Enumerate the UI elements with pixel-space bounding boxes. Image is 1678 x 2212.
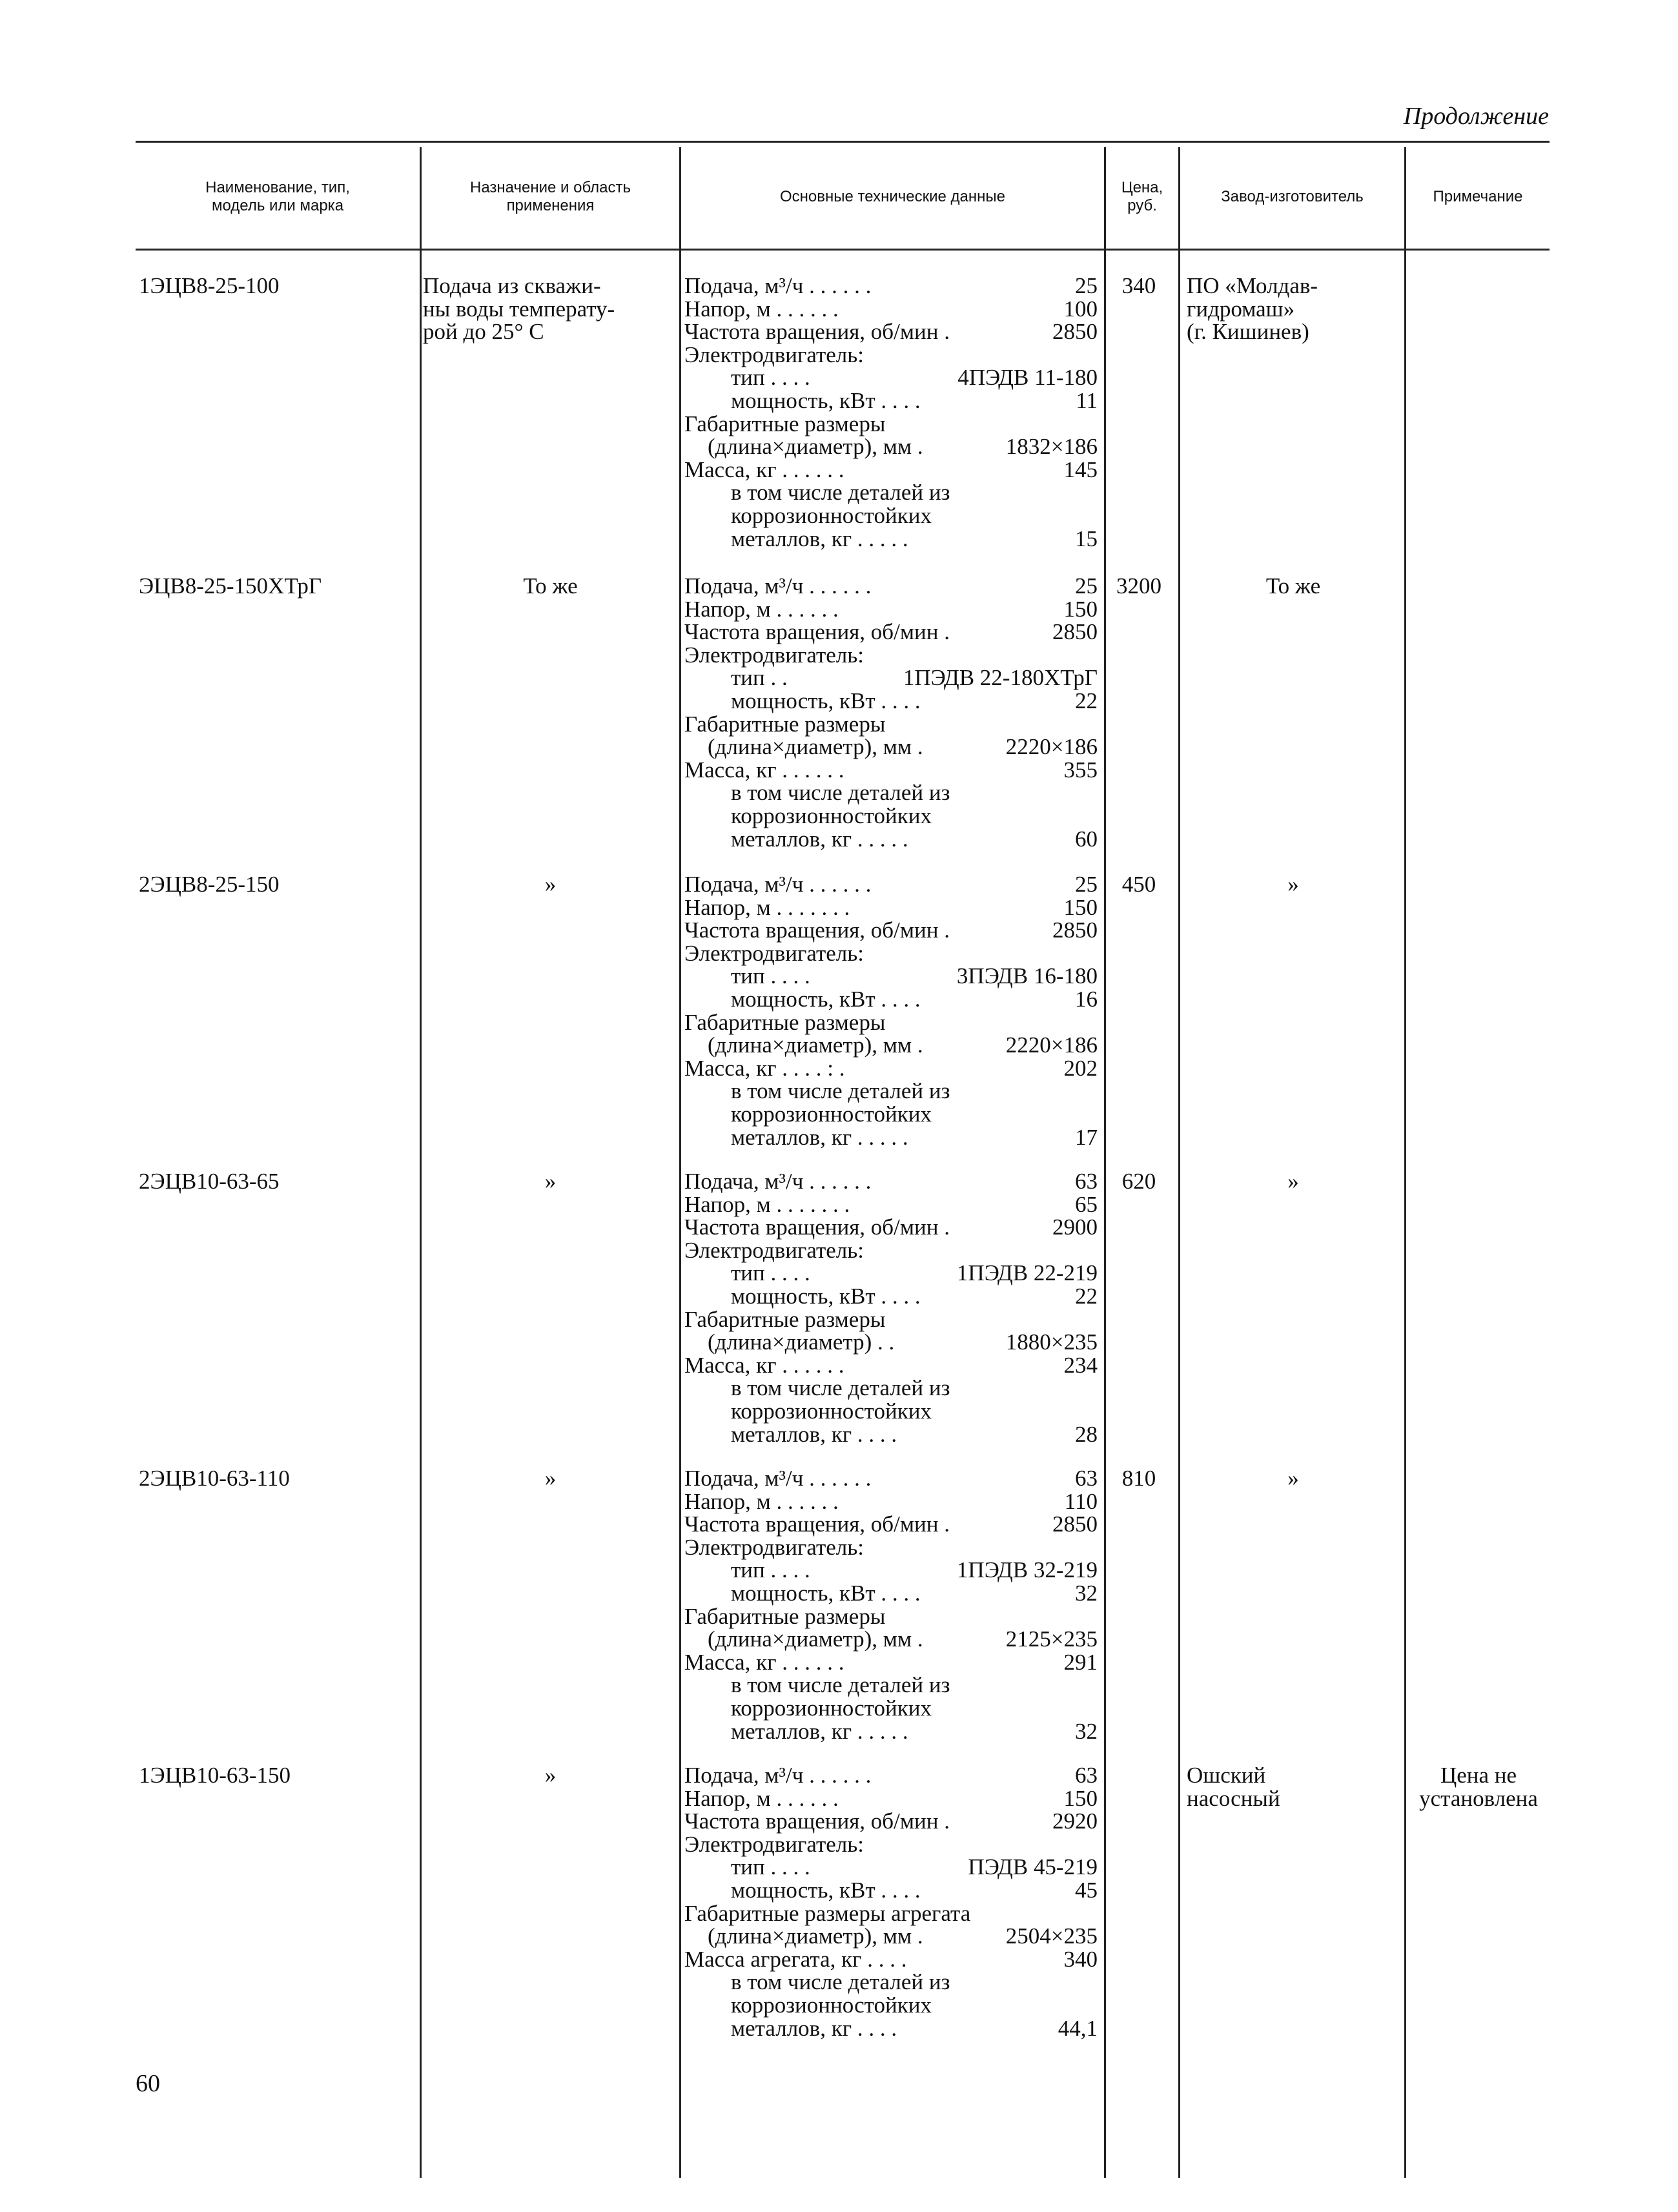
purpose-text: » <box>544 1466 557 1491</box>
manufacturer: Ошский насосный <box>1187 1763 1280 1811</box>
spec-label: металлов, кг . . . . <box>731 1421 897 1447</box>
manufacturer: То же <box>1265 573 1321 599</box>
spec-line <box>684 1856 1098 1879</box>
table-row <box>0 1764 1678 2061</box>
spec-line <box>684 1833 1098 1856</box>
spec-value: 2850 <box>1052 619 1098 645</box>
spec-label: Частота вращения, об/мин . <box>684 917 950 943</box>
spec-line <box>684 1331 1098 1354</box>
purpose-text: » <box>544 1763 557 1788</box>
manufacturer: » <box>1287 872 1299 897</box>
spec-list <box>684 575 1098 850</box>
spec-label: в том числе деталей из <box>731 1672 950 1698</box>
spec-line <box>684 988 1098 1011</box>
spec-line <box>684 1605 1098 1628</box>
spec-line <box>684 1697 1098 1720</box>
spec-line <box>684 713 1098 736</box>
spec-value: 28 <box>1075 1421 1098 1447</box>
spec-line <box>684 1971 1098 1994</box>
spec-label: Частота вращения, об/мин . <box>684 1214 950 1240</box>
header-specs: Основные технические данные <box>780 188 1005 205</box>
spec-value: 145 <box>1063 456 1098 482</box>
spec-value: 25 <box>1075 573 1098 599</box>
spec-label: (длина×диаметр) . . <box>708 1329 895 1355</box>
spec-value: 4ПЭДВ 11-180 <box>957 365 1098 391</box>
spec-label: Электродвигатель: <box>684 1831 864 1857</box>
spec-line <box>684 735 1098 759</box>
spec-label: Масса, кг . . . . . . <box>684 757 844 783</box>
spec-line <box>684 1948 1098 1971</box>
spec-value: 150 <box>1063 596 1098 622</box>
spec-value: 1ПЭДВ 22-180ХТрГ <box>903 665 1098 691</box>
spec-label: металлов, кг . . . . . <box>731 826 908 852</box>
spec-value: 2125×235 <box>1005 1626 1098 1652</box>
purpose-text: » <box>544 872 557 897</box>
spec-value: 100 <box>1063 296 1098 322</box>
spec-label: коррозионностойких <box>731 1695 932 1721</box>
spec-label: Электродвигатель: <box>684 642 864 668</box>
spec-label: Габаритные размеры <box>684 1306 886 1332</box>
spec-label: тип . . . . <box>731 1854 810 1880</box>
spec-line <box>684 1170 1098 1193</box>
spec-line <box>684 274 1098 298</box>
spec-value: 11 <box>1076 387 1098 413</box>
spec-label: Подача, м³/ч . . . . . . <box>684 1763 872 1788</box>
spec-line <box>684 1720 1098 1743</box>
spec-line <box>684 1994 1098 2017</box>
header-purpose: Назначение и область применения <box>470 179 631 214</box>
spec-list <box>684 1764 1098 2040</box>
spec-label: мощность, кВт . . . . <box>731 1283 921 1309</box>
spec-label: Напор, м . . . . . . <box>684 1488 839 1514</box>
spec-line <box>684 504 1098 527</box>
spec-line <box>684 1057 1098 1080</box>
spec-label: коррозионностойких <box>731 1101 932 1127</box>
spec-line <box>684 366 1098 389</box>
spec-label: Габаритные размеры <box>684 711 886 737</box>
table-row <box>0 274 1678 571</box>
spec-line <box>684 1536 1098 1559</box>
spec-label: (длина×диаметр), мм . <box>708 1032 923 1058</box>
spec-value: 1ПЭДВ 22-219 <box>956 1260 1098 1286</box>
continuation-label: Продолжение <box>1403 103 1549 130</box>
spec-value: ПЭДВ 45-219 <box>968 1854 1098 1880</box>
spec-line <box>684 1467 1098 1490</box>
spec-line <box>684 481 1098 504</box>
spec-label: металлов, кг . . . . <box>731 2015 897 2041</box>
spec-label: в том числе деталей из <box>731 1969 950 1995</box>
spec-label: металлов, кг . . . . . <box>731 1718 908 1744</box>
model-name: 2ЭЦВ10-63-110 <box>139 1466 290 1491</box>
spec-value: 1ПЭДВ 32-219 <box>956 1557 1098 1583</box>
model-name: ЭЦВ8-25-150ХТрГ <box>139 573 322 599</box>
spec-line <box>684 804 1098 828</box>
price-value: 340 <box>1121 273 1156 298</box>
spec-value: 45 <box>1075 1877 1098 1903</box>
spec-line <box>684 1034 1098 1057</box>
spec-line <box>684 575 1098 598</box>
spec-line <box>684 598 1098 621</box>
spec-list <box>684 1467 1098 1743</box>
spec-label: мощность, кВт . . . . <box>731 1580 921 1606</box>
spec-line <box>684 435 1098 458</box>
spec-line <box>684 1810 1098 1833</box>
spec-line <box>684 896 1098 919</box>
table-row <box>0 1170 1678 1467</box>
spec-value: 2850 <box>1052 319 1098 345</box>
spec-line <box>684 1423 1098 1446</box>
spec-value: 63 <box>1075 1763 1098 1788</box>
spec-line <box>684 1674 1098 1697</box>
spec-label: Масса, кг . . . . . . <box>684 456 844 482</box>
spec-line <box>684 2017 1098 2040</box>
spec-line <box>684 320 1098 343</box>
manufacturer: » <box>1287 1169 1299 1194</box>
spec-label: Напор, м . . . . . . . <box>684 1191 850 1217</box>
spec-value: 25 <box>1075 872 1098 897</box>
spec-line <box>684 1879 1098 1902</box>
spec-value: 150 <box>1063 1785 1098 1811</box>
purpose-text: Подача из скважи- ны воды температу- рой до 25° С <box>423 273 615 345</box>
spec-list <box>684 274 1098 550</box>
spec-line <box>684 1582 1098 1605</box>
spec-line <box>684 1308 1098 1331</box>
spec-label: Электродвигатель: <box>684 940 864 966</box>
price-value: 3200 <box>1116 573 1161 599</box>
spec-line <box>684 1628 1098 1651</box>
spec-line <box>684 1651 1098 1674</box>
spec-label: в том числе деталей из <box>731 1078 950 1104</box>
purpose-text: То же <box>523 573 578 599</box>
spec-label: коррозионностойких <box>731 1398 932 1424</box>
spec-value: 2920 <box>1052 1808 1098 1834</box>
spec-label: Частота вращения, об/мин . <box>684 1511 950 1537</box>
spec-value: 32 <box>1075 1718 1098 1744</box>
header-price: Цена, руб. <box>1121 179 1163 214</box>
spec-label: Частота вращения, об/мин . <box>684 319 950 345</box>
spec-label: металлов, кг . . . . . <box>731 1124 908 1150</box>
spec-label: Масса агрегата, кг . . . . <box>684 1946 907 1972</box>
spec-value: 1832×186 <box>1005 434 1098 460</box>
spec-label: Габаритные размеры агрегата <box>684 1900 971 1926</box>
spec-label: тип . . . . <box>731 963 810 989</box>
spec-value: 17 <box>1075 1124 1098 1150</box>
manufacturer: » <box>1287 1466 1299 1491</box>
model-name: 1ЭЦВ10-63-150 <box>139 1763 291 1788</box>
spec-label: Напор, м . . . . . . <box>684 596 839 622</box>
spec-label: коррозионностойких <box>731 803 932 828</box>
spec-value: 202 <box>1063 1055 1098 1081</box>
spec-label: в том числе деталей из <box>731 1375 950 1401</box>
spec-line <box>684 1193 1098 1216</box>
spec-line <box>684 1011 1098 1034</box>
spec-value: 2850 <box>1052 1511 1098 1537</box>
spec-line <box>684 298 1098 321</box>
spec-line <box>684 1787 1098 1810</box>
spec-label: (длина×диаметр), мм . <box>708 434 923 460</box>
table-top-rule <box>136 141 1550 143</box>
spec-line <box>684 873 1098 896</box>
spec-line <box>684 690 1098 713</box>
spec-value: 44,1 <box>1058 2015 1098 2041</box>
spec-label: Подача, м³/ч . . . . . . <box>684 1169 872 1194</box>
spec-line <box>684 458 1098 482</box>
spec-label: тип . . <box>731 665 788 691</box>
table-row <box>0 873 1678 1170</box>
spec-line <box>684 919 1098 942</box>
spec-line <box>684 1400 1098 1423</box>
spec-line <box>684 1559 1098 1582</box>
spec-label: (длина×диаметр), мм . <box>708 1923 923 1949</box>
spec-value: 25 <box>1075 273 1098 298</box>
note-text: Цена не установлена <box>1419 1763 1538 1811</box>
spec-value: 63 <box>1075 1169 1098 1194</box>
spec-line <box>684 620 1098 644</box>
spec-value: 1880×235 <box>1005 1329 1098 1355</box>
spec-label: Масса, кг . . . . . . <box>684 1649 844 1675</box>
spec-label: Габаритные размеры <box>684 1009 886 1035</box>
spec-line <box>684 1490 1098 1513</box>
spec-label: (длина×диаметр), мм . <box>708 734 923 760</box>
spec-value: 63 <box>1075 1466 1098 1491</box>
spec-label: Частота вращения, об/мин . <box>684 619 950 645</box>
spec-label: Напор, м . . . . . . <box>684 1785 839 1811</box>
spec-label: мощность, кВт . . . . <box>731 1877 921 1903</box>
spec-label: мощность, кВт . . . . <box>731 688 921 713</box>
spec-value: 150 <box>1063 894 1098 920</box>
spec-label: в том числе деталей из <box>731 780 950 806</box>
spec-value: 16 <box>1075 986 1098 1012</box>
spec-line <box>684 759 1098 782</box>
header-name: Наименование, тип, модель или марка <box>205 179 350 214</box>
spec-line <box>684 527 1098 551</box>
spec-line <box>684 343 1098 367</box>
spec-value: 2900 <box>1052 1214 1098 1240</box>
spec-value: 22 <box>1075 688 1098 713</box>
spec-value: 2504×235 <box>1005 1923 1098 1949</box>
spec-value: 340 <box>1063 1946 1098 1972</box>
price-value: 810 <box>1121 1466 1156 1491</box>
spec-line <box>684 413 1098 436</box>
spec-value: 60 <box>1075 826 1098 852</box>
spec-label: в том числе деталей из <box>731 480 950 506</box>
spec-label: Масса, кг . . . . : . <box>684 1055 845 1081</box>
price-value: 450 <box>1121 872 1156 897</box>
model-name: 2ЭЦВ10-63-65 <box>139 1169 280 1194</box>
spec-line <box>684 828 1098 851</box>
spec-label: Напор, м . . . . . . . <box>684 894 850 920</box>
spec-line <box>684 781 1098 804</box>
header-note: Примечание <box>1433 188 1523 205</box>
header-maker: Завод-изготовитель <box>1221 188 1364 205</box>
spec-label: Подача, м³/ч . . . . . . <box>684 273 872 298</box>
spec-line <box>684 1262 1098 1285</box>
spec-line <box>684 965 1098 988</box>
spec-value: 15 <box>1075 526 1098 551</box>
spec-line <box>684 1080 1098 1103</box>
spec-list <box>684 873 1098 1149</box>
spec-label: Подача, м³/ч . . . . . . <box>684 872 872 897</box>
spec-label: металлов, кг . . . . . <box>731 526 908 551</box>
spec-label: Масса, кг . . . . . . <box>684 1352 844 1378</box>
spec-label: Габаритные размеры <box>684 1603 886 1629</box>
table-header-rule <box>136 249 1550 251</box>
spec-line <box>684 1513 1098 1536</box>
spec-label: мощность, кВт . . . . <box>731 986 921 1012</box>
spec-line <box>684 1902 1098 1925</box>
spec-line <box>684 1377 1098 1400</box>
spec-value: 65 <box>1075 1191 1098 1217</box>
spec-line <box>684 666 1098 690</box>
spec-line <box>684 1925 1098 1948</box>
spec-label: тип . . . . <box>731 365 810 391</box>
model-name: 2ЭЦВ8-25-150 <box>139 872 280 897</box>
spec-value: 291 <box>1063 1649 1098 1675</box>
spec-label: Частота вращения, об/мин . <box>684 1808 950 1834</box>
spec-value: 234 <box>1063 1352 1098 1378</box>
spec-value: 110 <box>1064 1488 1098 1514</box>
spec-line <box>684 1354 1098 1377</box>
spec-label: Подача, м³/ч . . . . . . <box>684 573 872 599</box>
spec-label: Габаритные размеры <box>684 411 886 436</box>
spec-label: Электродвигатель: <box>684 342 864 367</box>
manufacturer: ПО «Молдав- гидромаш» (г. Кишинев) <box>1187 273 1318 345</box>
spec-value: 3ПЭДВ 16-180 <box>956 963 1098 989</box>
spec-label: тип . . . . <box>731 1557 810 1583</box>
table-row <box>0 1467 1678 1764</box>
spec-line <box>684 389 1098 413</box>
spec-line <box>684 1126 1098 1149</box>
spec-line <box>684 1239 1098 1262</box>
spec-label: коррозионностойких <box>731 502 932 528</box>
page-number: 60 <box>136 2070 160 2097</box>
spec-label: Подача, м³/ч . . . . . . <box>684 1466 872 1491</box>
spec-label: (длина×диаметр), мм . <box>708 1626 923 1652</box>
spec-label: мощность, кВт . . . . <box>731 387 921 413</box>
spec-label: коррозионностойких <box>731 1992 932 2018</box>
spec-label: тип . . . . <box>731 1260 810 1286</box>
spec-value: 355 <box>1063 757 1098 783</box>
spec-line <box>684 1285 1098 1308</box>
spec-line <box>684 1216 1098 1239</box>
purpose-text: » <box>544 1169 557 1194</box>
spec-label: Электродвигатель: <box>684 1237 864 1263</box>
table-row <box>0 575 1678 872</box>
spec-line <box>684 1764 1098 1787</box>
spec-value: 32 <box>1075 1580 1098 1606</box>
spec-value: 22 <box>1075 1283 1098 1309</box>
spec-value: 2220×186 <box>1005 734 1098 760</box>
spec-line <box>684 644 1098 667</box>
spec-list <box>684 1170 1098 1446</box>
spec-label: Напор, м . . . . . . <box>684 296 839 322</box>
price-value: 620 <box>1121 1169 1156 1194</box>
spec-label: Электродвигатель: <box>684 1534 864 1560</box>
spec-line <box>684 942 1098 965</box>
spec-line <box>684 1103 1098 1126</box>
spec-value: 2220×186 <box>1005 1032 1098 1058</box>
model-name: 1ЭЦВ8-25-100 <box>139 273 280 298</box>
spec-value: 2850 <box>1052 917 1098 943</box>
